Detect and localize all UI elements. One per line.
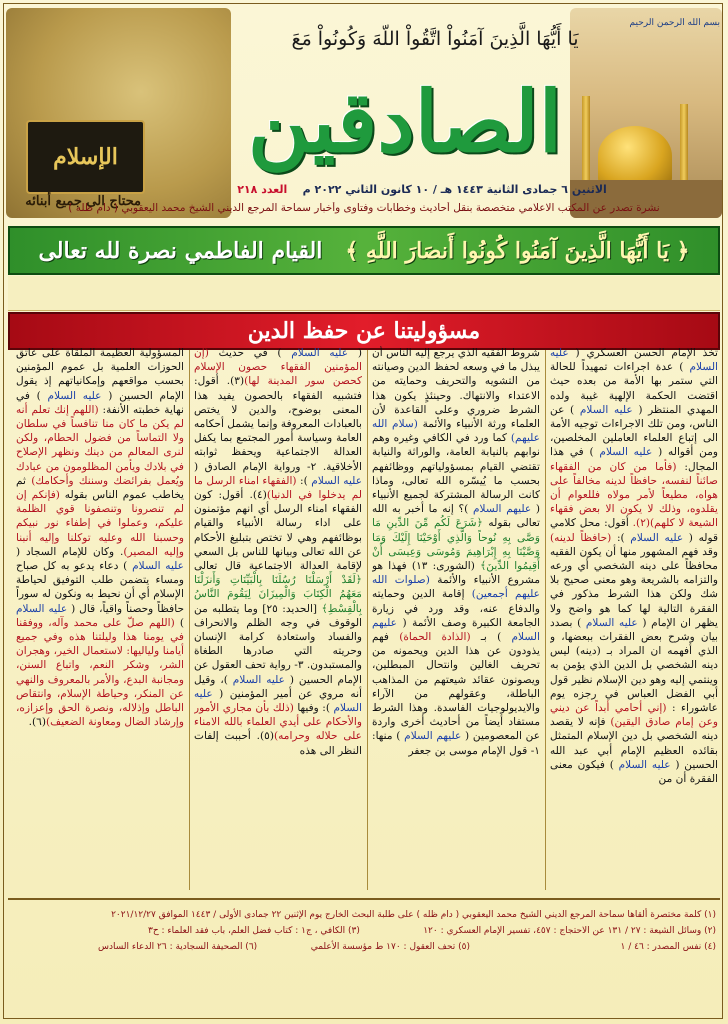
text-run: ) فيكون معنى الفقرة أن من <box>550 758 718 786</box>
footnote: (٦) الصحيفة السجادية : ٢٦ الدعاء السادس <box>98 942 258 952</box>
text-run: وقد فهم المشهور منها أن يكون الفقيه محافظاً على دينه الشخصي أي ورعه والتزامه بالشريعة وهو معنى صحيح بلا شك ولكن هذا الشرط مذكور في الفقرة التالية لها كما هو واضح ولا يظهر ان الإمام ( <box>550 545 718 629</box>
hadith-quote: (الفقهاء امناء الرسل ما لم يدخلوا في الدنيا) <box>194 474 362 502</box>
hadith-quote: (الذادة الحماة) <box>399 631 471 644</box>
issue-label: العدد <box>261 183 288 196</box>
text-run: فإنه لا يقصد دينه الشخصي بل دين الإسلام المتمثل بقائده العظيم الإمام أبي عبد الله الحسين ( <box>550 716 718 771</box>
text-run: كما ورد في الكافي وغيره وهم نوابهم بالنيابة العامة، والوراثة والنيابة تقتضي القيام بمسؤولياتهم ووظائفهم بحسب ما يُيسّره الله تعالى، وماذا كانت الرسالة المشتركة لجميع الأنبياء ( <box>372 432 540 516</box>
text-run: ( <box>348 347 362 359</box>
subheadline: مسؤوليتنا عن حفظ الدين <box>247 318 481 344</box>
golden-dome <box>598 126 672 186</box>
text-run: (٥). أحببت إلفات النظر الى هذه <box>194 730 362 757</box>
honorific: عليهم السلام <box>472 503 532 516</box>
text-run: ) في حديث <box>208 347 292 359</box>
issue-date: الاثنين ٦ جمادى الثانية ١٤٤٣ هـ / ١٠ كانون الثاني ٢٠٢٢ م <box>302 183 607 196</box>
text-run: فهم يذودون عن هذا الدين ويحمونه من تحريف الغالين وانتحال المبطلين، ويصونون عقائد شيعتهم من المذاهب الباطلة، وعقولهم من الآراء والايديولوجيات الفاسدة. وهذا الشرط مستفاد أيضاً من أحاديث أخرى واردة عن المعصومين ( <box>372 631 540 743</box>
headline-quran: ﴿ يَا أَيُّهَا الَّذِينَ آمَنُوا كُونُوا أَنصَارَ اللَّهِ ﴾ <box>345 237 690 264</box>
text-run: ) منها: ١- قول الإمام موسى بن جعفر <box>372 730 540 757</box>
text-run: ): <box>611 531 631 544</box>
text-run: (٣). أقول: فتشبيه الفقهاء بالحصون يفيد هذا المعنى بوضوح، والدين لا يختص بالعبادات المعروفة وإنما يشمل أحكامه العامة وسياسة أمور المجتمع بما يكفل العدالة الاجتماعية ويحفظ ثوابته الأخلاقية. ٢- ورواية الإمام الصادق ( <box>194 375 362 473</box>
banner-gap <box>8 276 720 311</box>
footnote: (٤) نفس المصدر : ٤٦ / ١ <box>620 942 716 952</box>
hadith-quote: (إن المؤمنين الفقهاء حصون الإسلام كحصن سور المدينة لها) <box>194 347 362 388</box>
hadith-quote: (اللهم صلّ على محمد وآله، ووفقنا في يومنا هذا وليلتنا هذه وفي جميع أيامنا ولياليها: لاستعمال الخير، وهجران الشر، وشكر النعم، واتباع السنن، ومجانبة البدع، والأمر بالمعروف والنهي عن المنكر، وحياطة الإسلام، وانتقاص الباطل وإذلاله، ونصرة الحق وإعزازه، وإرشاد الضال ومعاونة الضعيف) <box>16 616 184 729</box>
honorific: (سلام الله عليهم) <box>372 418 540 445</box>
text-run: أقول: محل كلامي قوله ( <box>550 517 718 544</box>
text-run: (الشورى: ١٣) فهذا هو مشروع الأنبياء والأئمة <box>372 560 540 587</box>
article-column-3 <box>194 346 362 894</box>
main-headline-banner <box>8 226 720 275</box>
footnote: (٢) وسائل الشيعة : ٢٧ / ١٣١ عن الاحتجاج : ٤٥٧، تفسير الإمام العسكري : ١٢٠ <box>423 926 716 936</box>
text-run: تخذ الإمام الحسن العسكري ( <box>568 347 718 359</box>
text-run: . وكان للإمام السجاد ( <box>16 545 124 558</box>
honorific: عليه السلام <box>194 687 362 715</box>
emblem-panel <box>6 8 231 218</box>
islam-logo-text: الإسلام <box>53 144 118 170</box>
hadith-quote: (حافظاً لدينه) <box>550 531 612 544</box>
dateline <box>232 183 612 196</box>
text-run: (٦). <box>28 716 46 729</box>
hadith-quote: (فأما من كان من الفقهاء صائناً لنفسه، حافظاً لدينه مخالفاً على هواه، مطيعاً لأمر مولاه فللعوام أن يقلدوه، وذلك لا يكون الا بعض فقهاء الشيعة لا كلهم) <box>550 460 718 530</box>
quran-quote: ﴿شَرَعَ لَكُم مِّنَ الدِّينِ مَا وَصَّى بِهِ نُوحاً وَالَّذِي أَوْحَيْنَا إِلَيْكَ وَمَا وَصَّيْنَا بِهِ إِبْرَاهِيمَ وَمُوسَى وَعِيسَى أَنْ أَقِيمُوا الدِّينَ﴾ <box>372 517 540 573</box>
subheadline-banner <box>8 312 720 350</box>
text-run: )، وقيل أنه مروي عن أمير المؤمنين ( <box>194 673 362 700</box>
hadith-quote: (اللهم إنك تعلم أنه لم يكن ما كان منا تنافساً في سلطان ولا التماساً من فضول الحطام، ولكن لنرى المعالم من دينك ونظهر الإصلاح في بلادك ويأمن المظلومون من عبادك ويُعمل بفرائضك وسننك وأحكامك) <box>16 403 184 487</box>
motto: محتاج الى جميع أبنائه <box>25 194 141 209</box>
quran-quote: ﴿لَقَدْ أَرْسَلْنَا رُسُلَنَا بِالْبَيِّنَاتِ وَأَنزَلْنَا مَعَهُمُ الْكِتَابَ وَالْمِيزَانَ لِيَقُومَ النَّاسُ بِالْقِسْطِ﴾ <box>194 574 362 615</box>
footnote: (١) كلمة مختصرة ألقاها سماحة المرجع الديني الشيخ محمد اليعقوبي ( دام ظله ) على طلبة البحث الخارج يوم الإثنين ٢٢ جمادى الأولى / ١٤٤٣ الموافق ٢٠٢١/١٢/٢٧ <box>111 910 716 920</box>
text-run: شروط الفقيه الذي يرجع إليه الناس أن يبذل ما في وسعه لحفظ الدين وصيانته من التشويه والتحريف وحمايته من الاعتداء والانتهاك. وحينئذٍ يكون هذا الشرط ضروري وعلى القاعدة لأن العلماء ورثة الأنبياء والأئمة <box>372 347 540 431</box>
text-run: [الحديد: ٢٥] وما يتطلبه من الوقوف في وجه الظلم والانحراف والفساد واستعادة كرامة الإنسان وحريته التي صادرها الطغاة والمستبدون. ٣- رواية تحف العقول عن الإمام الحسين ( <box>194 602 362 686</box>
column-text <box>16 346 184 729</box>
honorific: عليهم السلام <box>372 616 540 644</box>
text-run: المسؤولية العظيمة الملقاة على عاتق الحوزات العلمية بل عموم المؤمنين بحسب مواقعهم وإمكانياتهم إذ يقول الإمام الحسين ( <box>16 347 184 402</box>
article-column-2 <box>372 346 540 894</box>
newsletter-title <box>232 56 578 186</box>
text-run: ) عدة اجراءات تمهيداً للحالة التي ستمر بها الأمة من بعده حيث اقتضت الحكمة الإلهية غيبة ولده المهدي المنتظر ( <box>550 361 718 416</box>
text-run: ): <box>296 474 312 487</box>
text-run: ) في نهاية خطبته الأنفة: <box>16 389 184 416</box>
honorific: عليه السلام <box>579 403 633 416</box>
text-run: ): وفيها <box>293 702 334 715</box>
text-run: إقامة الدين وحمايته والدفاع عنه، وقد ورد في زيارة الجامعة الكبيرة وصف الأئمة ( <box>372 588 540 629</box>
text-run: )؟ إنه ما أخبر به الله تعالى بقوله <box>372 503 540 530</box>
column-text <box>372 346 540 758</box>
column-text <box>194 346 362 758</box>
hadith-quote: (إني أحامي أبداً عن ديني وعن إمام صادق اليقين) <box>550 702 718 729</box>
article-body <box>8 346 720 894</box>
issue-number: ٢١٨ <box>237 183 258 196</box>
tagline: نشرة تصدر عن المكتب الاعلامي متخصصة بنقل أحاديث وخطابات وفتاوى وأخبار سماحة المرجع الديني الشيخ محمد اليعقوبي ( دام ظله ) <box>68 202 660 214</box>
text-run: ) <box>174 616 184 629</box>
footnote: (٥) تحف العقول : ١٧٠ ط مؤسسة الأعلمي <box>310 942 470 952</box>
honorific: عليه السلام <box>599 446 653 459</box>
hadith-quote: (٢). <box>632 517 651 530</box>
honorific: عليهم السلام <box>404 730 462 743</box>
hadith-quote: (فإنكم إن لم تنصرونا وتنصفونا قوي الظلمة عليكم، وعملوا في إطفاء نور نبيكم وحسبنا الله وعليه توكلنا وإليه أنبنا وإليه المصير) <box>16 489 184 558</box>
basmala: بسم الله الرحمن الرحيم <box>629 18 720 28</box>
text-run: ) في هذا المجال: <box>550 446 718 473</box>
hadith-quote: (ذلك بأن مجاري الأمور والأحكام على أيدي العلماء بالله الامناء على حلاله وحرامه) <box>194 702 362 743</box>
islam-logo <box>26 120 145 194</box>
article-column-4 <box>16 346 184 894</box>
text-run: ثم يخاطب عموم الناس بقوله <box>16 474 184 502</box>
article-column-1 <box>550 346 718 894</box>
honorific: عليه السلام <box>47 389 102 402</box>
text-run: ) بصدد بيان وشرح بعض الفقرات ببعضها، و الذي أفهمه ان المراد بـ (دينه) ليس دينه الشخصي بل الدين الذي يؤمن به وينتمي إليه وهو دين الإسلام نظير قول أبي الفضل العباس في رجزه يوم عاشوراء : <box>550 616 718 715</box>
text-run: ) عن الناس، ومن تلك الاجراءات توجيه الأمة الى إتباع العلماء العاملين المخلصين، ومن أقواله ( <box>550 403 718 459</box>
honorific: عليه السلام <box>232 673 285 686</box>
honorific: عليه السلام <box>132 560 184 573</box>
honorific: عليه السلام <box>618 758 671 771</box>
headline-title: القيام الفاطمي نصرة لله تعالى <box>38 237 323 264</box>
footnote: (٣) الكافي ، ج١ : كتاب فضل العلم، باب فقد العلماء : ح٣ <box>148 926 360 936</box>
main-headline <box>38 238 689 264</box>
honorific: عليه السلام <box>630 531 684 544</box>
honorific: عليه السلام <box>311 474 362 487</box>
honorific: (صلوات الله عليهم أجمعين) <box>372 574 540 601</box>
title-text: الصادقين <box>247 71 563 171</box>
column-text <box>550 346 718 786</box>
honorific: عليه السلام <box>16 602 68 615</box>
honorific: عليه السلام <box>291 347 349 359</box>
footnotes <box>8 898 720 1018</box>
text-run: (٤). أقول: كون الفقهاء امناء الرسل أي انهم مؤتمنون على اداء رسالة الأنبياء والقيام بوظائفهم وهي لا تختص بتبليغ الأحكام عن الله تعالى وبيانها للناس بل السعي لإقامة العدالة الاجتماعية قال تعالى <box>194 489 362 573</box>
honorific: عليه السلام <box>550 347 718 374</box>
text-run: ) دعاء يدعو به كل صباح ومساء يتضمن طلب التوفيق لحياطة الإسلام أي أن نحيط به ونكون له سوراً حافظاً وحصناً واقياً، قال ( <box>16 560 184 615</box>
honorific: عليه السلام <box>585 616 638 629</box>
text-run: ) بـ <box>470 631 512 644</box>
header-verse: يَا أَيُّهَا الَّذِينَ آمَنُواْ اتَّقُواْ اللّهَ وَكُونُواْ مَعَ <box>291 28 579 50</box>
